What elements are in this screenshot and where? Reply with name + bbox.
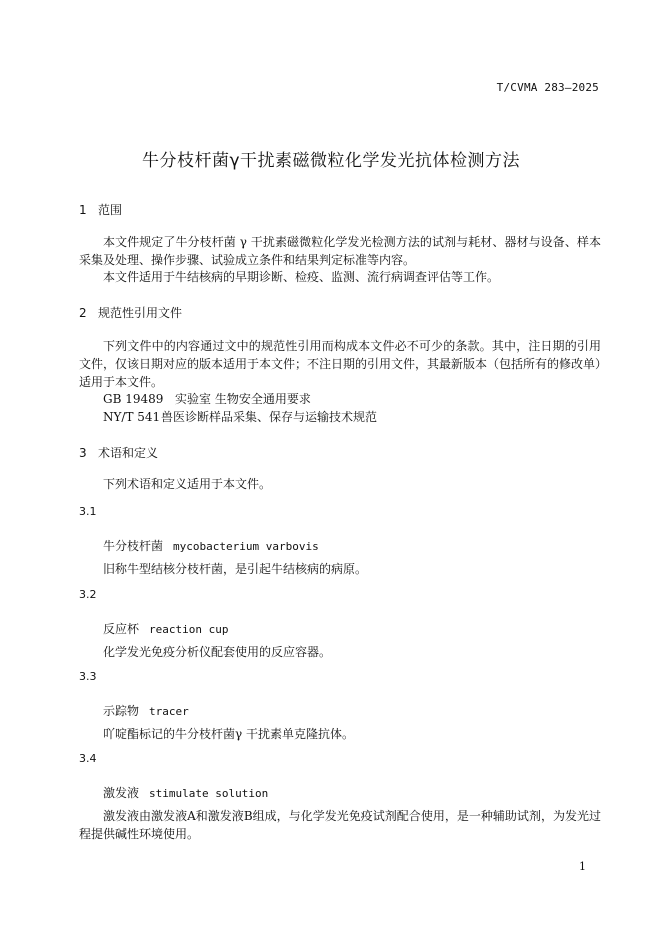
term-number: 3.3: [79, 670, 97, 683]
term-definition: 旧称牛型结核分枝杆菌，是引起牛结核病的病原。: [103, 562, 368, 576]
section-title: 范围: [98, 203, 123, 217]
term-entry: [103, 784, 268, 801]
term-english: stimulate solution: [149, 787, 269, 800]
document-title: 牛分枝杆菌γ干扰素磁微粒化学发光抗体检测方法: [141, 151, 521, 171]
reference-item: [103, 408, 377, 425]
term-definition: 激发液由激发液A和激发液B组成，与化学发光免疫试剂配合使用，是一种辅助试剂，为发光过程提供碱性环境使用。: [79, 809, 601, 841]
term-chinese: 牛分枝杆菌: [103, 539, 164, 553]
term-english: tracer: [149, 705, 189, 718]
page-number: 1: [579, 860, 586, 873]
term-english: reaction cup: [149, 623, 229, 636]
section-heading-scope: [79, 201, 122, 218]
term-english: mycobacterium varbovis: [173, 540, 319, 553]
reference-item: [103, 390, 311, 407]
section-number: 2: [79, 306, 87, 320]
standard-code: T/CVMA 283—2025: [496, 81, 599, 94]
reference-name: 兽医诊断样品采集、保存与运输技术规范: [161, 410, 378, 424]
term-entry: [103, 620, 229, 637]
term-definition: 化学发光免疫分析仪配套使用的反应容器。: [103, 645, 332, 659]
term-chinese: 示踪物: [103, 704, 140, 718]
term-number: 3.4: [79, 752, 97, 765]
section-heading-normative-references: [79, 304, 182, 321]
term-definition: 吖啶酯标记的牛分枝杆菌γ 干扰素单克隆抗体。: [103, 727, 354, 741]
references-paragraph: 下列文件中的内容通过文中的规范性引用而构成本文件必不可少的条款。其中，注日期的引用文件，仅该日期对应的版本适用于本文件；不注日期的引用文件，其最新版本（包括所有的修改单）适用于本文件。: [79, 339, 602, 389]
term-number: 3.1: [79, 505, 97, 518]
scope-paragraph-1: 本文件规定了牛分枝杆菌 γ 干扰素磁微粒化学发光检测方法的试剂与耗材、器材与设备、样本采集及处理、操作步骤、试验成立条件和结果判定标准等内容。: [79, 235, 601, 267]
term-number: 3.2: [79, 588, 97, 601]
reference-name: 实验室 生物安全通用要求: [175, 392, 311, 406]
section-heading-terms: [79, 444, 158, 461]
section-number: 3: [79, 446, 87, 460]
scope-paragraph-2: 本文件适用于牛结核病的早期诊断、检疫、监测、流行病调查评估等工作。: [103, 270, 500, 284]
terms-intro-paragraph: 下列术语和定义适用于本文件。: [103, 477, 272, 491]
section-title: 规范性引用文件: [98, 306, 183, 320]
term-chinese: 反应杯: [103, 622, 140, 636]
term-entry: [103, 537, 319, 554]
reference-code: GB 19489: [103, 392, 164, 406]
section-number: 1: [79, 203, 87, 217]
term-chinese: 激发液: [103, 786, 140, 800]
term-entry: [103, 702, 189, 719]
reference-code: NY/T 541: [103, 410, 161, 424]
section-title: 术语和定义: [98, 446, 159, 460]
